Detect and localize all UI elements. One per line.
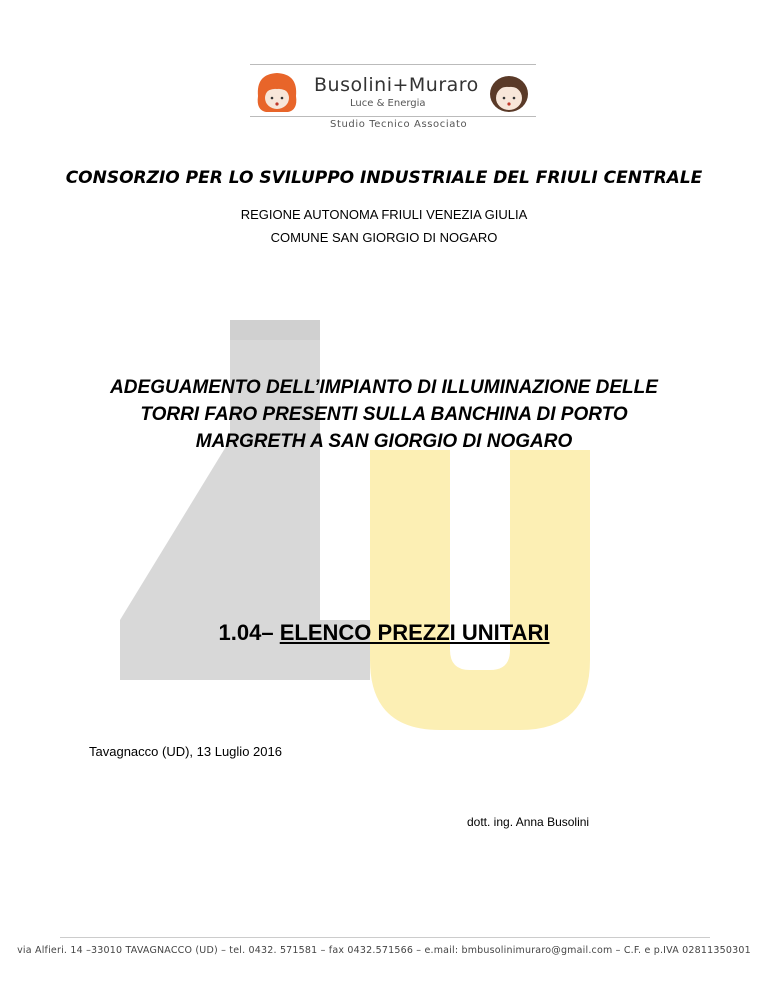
logo-divider	[250, 64, 536, 65]
consorzio-heading: CONSORZIO PER LO SVILUPPO INDUSTRIALE DEL FRIULI CENTRALE	[65, 168, 703, 188]
document-number: 1.04–	[218, 620, 274, 645]
footer-contact: via Alfieri. 14 –33010 TAVAGNACCO (UD) – tel. 0432. 571581 – fax 0432.571566 – e.mail: bmbusolinimuraro@gmail.com – C.F. e p.IVA 02811350301	[17, 945, 751, 956]
logo-tagline: Luce & Energia	[350, 98, 426, 109]
project-title-line: MARGRETH A SAN GIORGIO DI NOGARO	[195, 431, 573, 452]
comune-line: COMUNE SAN GIORGIO DI NOGARO	[270, 230, 498, 245]
signer: dott. ing. Anna Busolini	[467, 815, 590, 829]
project-title-line: TORRI FARO PRESENTI SULLA BANCHINA DI PORTO	[140, 404, 628, 425]
project-title-line: ADEGUAMENTO DELL’IMPIANTO DI ILLUMINAZIONE DELLE	[110, 377, 658, 398]
logo-brand: Busolini+Muraro	[314, 74, 479, 96]
brown-face-icon	[486, 70, 532, 114]
document-title-text: ELENCO PREZZI UNITARI	[279, 620, 550, 645]
place-date: Tavagnacco (UD), 13 Luglio 2016	[89, 744, 282, 759]
logo-studio: Studio Tecnico Associato	[330, 119, 468, 130]
company-logo	[250, 64, 536, 132]
footer-divider	[60, 937, 710, 938]
project-title	[60, 374, 708, 455]
logo-divider	[250, 116, 536, 117]
orange-face-icon	[254, 70, 300, 114]
document-title	[0, 620, 768, 646]
region-line: REGIONE AUTONOMA FRIULI VENEZIA GIULIA	[240, 207, 528, 222]
